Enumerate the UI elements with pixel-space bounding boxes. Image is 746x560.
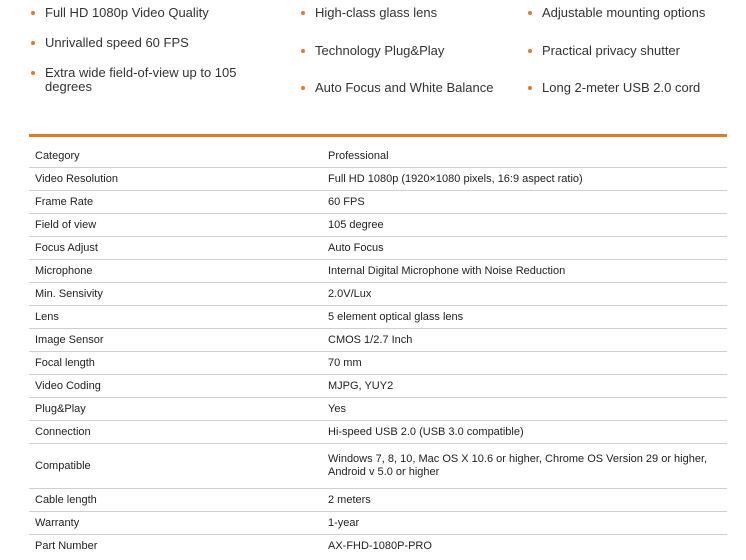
feature-list xyxy=(0,0,746,110)
table-row xyxy=(29,421,727,444)
table-row xyxy=(29,375,727,398)
bullet-icon xyxy=(301,11,305,15)
spec-value: Internal Digital Microphone with Noise Reduction xyxy=(322,260,727,283)
spec-label: Image Sensor xyxy=(29,329,322,352)
table-row xyxy=(29,398,727,421)
spec-value: CMOS 1/2.7 Inch xyxy=(322,329,727,352)
feature-item: Adjustable mounting options xyxy=(528,6,705,20)
spec-value: AX-FHD-1080P-PRO xyxy=(328,539,432,552)
spec-value: 105 degree xyxy=(322,214,727,237)
bullet-icon xyxy=(31,11,35,15)
spec-value: 1-year xyxy=(322,512,727,535)
spec-label: Microphone xyxy=(29,260,322,283)
bullet-icon xyxy=(31,71,35,75)
spec-label: Frame Rate xyxy=(29,191,322,214)
spec-label: Video Resolution xyxy=(29,168,322,191)
spec-value: MJPG, YUY2 xyxy=(322,375,727,398)
bullet-icon xyxy=(528,86,532,90)
spec-label: Lens xyxy=(29,306,322,329)
table-row xyxy=(29,352,727,375)
table-row xyxy=(29,535,727,558)
spec-label: Connection xyxy=(29,421,322,444)
spec-label: Focus Adjust xyxy=(29,237,322,260)
feature-item: Full HD 1080p Video Quality xyxy=(31,6,209,20)
spec-label: Min. Sensivity xyxy=(29,283,322,306)
table-row xyxy=(29,444,727,489)
spec-label: Compatible xyxy=(29,444,322,489)
feature-item: High-class glass lens xyxy=(301,6,437,20)
spec-label: Focal length xyxy=(29,352,322,375)
table-row xyxy=(29,214,727,237)
feature-item: Auto Focus and White Balance xyxy=(301,81,494,95)
spec-label: Field of view xyxy=(29,214,322,237)
feature-item: Long 2-meter USB 2.0 cord xyxy=(528,81,700,95)
spec-value: Yes xyxy=(322,398,727,421)
bullet-icon xyxy=(301,49,305,53)
spec-value: 60 FPS xyxy=(322,191,727,214)
spec-value: 2 meters xyxy=(322,489,727,512)
table-row xyxy=(29,260,727,283)
bullet-icon xyxy=(528,49,532,53)
section-divider xyxy=(29,134,727,137)
spec-value: 2.0V/Lux xyxy=(322,283,727,306)
spec-label: Part Number xyxy=(35,539,98,552)
table-row xyxy=(29,306,727,329)
spec-value: 70 mm xyxy=(322,352,727,375)
spec-value: Full HD 1080p (1920×1080 pixels, 16:9 aspect ratio) xyxy=(322,168,727,191)
bullet-icon xyxy=(301,86,305,90)
spec-table xyxy=(29,145,727,557)
spec-value: Hi-speed USB 2.0 (USB 3.0 compatible) xyxy=(322,421,727,444)
feature-item: Technology Plug&Play xyxy=(301,44,444,58)
table-row xyxy=(29,329,727,352)
table-row xyxy=(29,191,727,214)
feature-item: Extra wide field-of-view up to 105 degrees xyxy=(31,66,270,94)
table-row xyxy=(29,512,727,535)
spec-value: 5 element optical glass lens xyxy=(322,306,727,329)
spec-value: Windows 7, 8, 10, Mac OS X 10.6 or higher, Chrome OS Version 29 or higher, Android v 5.0 or higher xyxy=(322,444,727,489)
spec-label: Plug&Play xyxy=(29,398,322,421)
table-row xyxy=(29,237,727,260)
spec-label: Warranty xyxy=(29,512,322,535)
spec-value: Auto Focus xyxy=(322,237,727,260)
table-row xyxy=(29,283,727,306)
spec-label: Video Coding xyxy=(29,375,322,398)
spec-label: Category xyxy=(29,145,322,168)
table-row xyxy=(29,168,727,191)
bullet-icon xyxy=(528,11,532,15)
spec-label: Cable length xyxy=(29,489,322,512)
feature-item: Unrivalled speed 60 FPS xyxy=(31,36,189,50)
table-row xyxy=(29,145,727,168)
bullet-icon xyxy=(31,41,35,45)
spec-value: Professional xyxy=(322,145,727,168)
feature-item: Practical privacy shutter xyxy=(528,44,680,58)
table-row xyxy=(29,489,727,512)
